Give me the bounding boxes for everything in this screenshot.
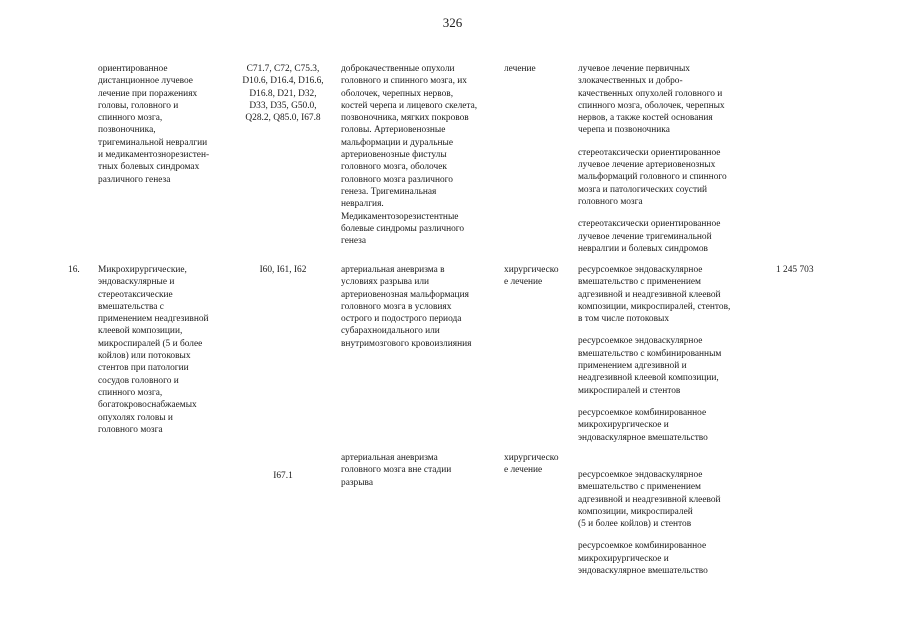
method-line: мальформаций головного и спинного <box>578 172 727 183</box>
row1-name-line: различного генеза <box>98 174 171 185</box>
row2-treatment-cell <box>504 264 574 289</box>
method-line: ресурсоемкое эндоваскулярное <box>578 265 703 275</box>
row1-model-line: костей черепа и лицевого скелета, <box>341 100 478 111</box>
method-line: микрохирургическое и <box>578 553 669 564</box>
row2-model-line: субарахноидального или <box>341 326 440 337</box>
row1-name-cell <box>98 63 238 186</box>
method-line: лучевое лечение артериовенозных <box>578 160 716 171</box>
row2-name-line: вмешательства с <box>98 301 164 312</box>
row2-name-line: клеевой композиции, <box>98 326 183 337</box>
cost-value: 1 245 703 <box>776 265 814 275</box>
method-line: черепа и позвоночника <box>578 125 670 136</box>
method-line: вмешательство с комбинированным <box>578 348 722 359</box>
method-line: ресурсоемкое эндоваскулярное <box>578 336 703 347</box>
row2-model-line: артериальная аневризма в <box>341 265 445 275</box>
method-line: эндоваскулярное вмешательство <box>578 432 708 443</box>
method-paragraph <box>578 469 758 530</box>
row1-model-line: болевые синдромы различного <box>341 223 465 234</box>
method-line: стереотаксически ориентированное <box>578 219 721 230</box>
method-paragraph <box>578 407 758 444</box>
row2-model-line: острого и подострого периода <box>341 314 462 325</box>
row1-model-line: доброкачественные опухоли <box>341 64 455 74</box>
row2-name-line: эндоваскулярные и <box>98 277 175 288</box>
row1-model-line: оболочек, черепных нервов, <box>341 88 454 99</box>
method-line: качественных опухолей головного и <box>578 88 723 99</box>
row1-name-line: тных болевых синдромах <box>98 162 200 173</box>
method-line: ресурсоемкое комбинированное <box>578 541 707 552</box>
method-line: спинного мозга, оболочек, черепных <box>578 100 725 111</box>
row2-name-line: применением неадгезивной <box>98 314 209 325</box>
method-line: микроспиралей и стентов <box>578 385 681 396</box>
row1-name-line: позвоночника, <box>98 125 156 136</box>
method-line: нервов, а также костей основания <box>578 113 713 124</box>
method-line: неадгезивной клеевой композиции, <box>578 373 719 384</box>
method-line: ресурсоемкое комбинированное <box>578 407 707 418</box>
row3-model-line: головного мозга вне стадии <box>341 465 452 476</box>
method-line: мозга и патологических соустий <box>578 184 708 195</box>
row2-name-line: опухолях головы и <box>98 412 173 423</box>
method-line: лучевое лечение тригеминальной <box>578 231 712 242</box>
row2-name-line: головного мозга <box>98 424 163 435</box>
row1-model-line: головного мозга различного <box>341 174 453 185</box>
row1-model-line: генеза <box>341 236 367 247</box>
row2-model-line: артериовенозная мальформация <box>341 289 469 300</box>
method-line: злокачественных и добро- <box>578 76 683 87</box>
row1-codes-line: C71.7, C72, C75.3, <box>246 64 320 74</box>
method-line: эндоваскулярное вмешательство <box>578 566 708 577</box>
row1-methods-cell <box>578 63 758 255</box>
method-line: вмешательство с применением <box>578 482 701 493</box>
method-line: адгезивной и неадгезивной клеевой <box>578 289 721 300</box>
row2-name-cell <box>98 264 238 436</box>
row2-codes-line: I60, I61, I62 <box>259 265 307 275</box>
row2-name-line: стентов при патологии <box>98 363 189 374</box>
row1-model-cell <box>341 63 501 247</box>
method-line: вмешательство с применением <box>578 277 701 288</box>
page-number: 326 <box>442 15 463 30</box>
row3-model-cell <box>341 452 501 489</box>
row3-methods-cell <box>578 469 758 577</box>
method-paragraph <box>578 540 758 577</box>
row2-model-line: внутримозгового кровоизлияния <box>341 338 472 349</box>
row2-model-cell <box>341 264 501 350</box>
row2-treatment-line: хирургическо <box>504 265 559 275</box>
method-line: (5 и более койлов) и стентов <box>578 519 692 530</box>
method-paragraph <box>578 63 758 137</box>
row2-number-cell <box>68 264 96 276</box>
row1-name-line: дистанционное лучевое <box>98 76 193 87</box>
row3-model-line: разрыва <box>341 477 374 488</box>
row1-name-line: лечение при поражениях <box>98 88 198 99</box>
method-line: в том числе потоковых <box>578 314 670 325</box>
row2-name-line: спинного мозга, <box>98 387 163 398</box>
row-number: 16. <box>68 265 80 275</box>
row1-model-line: генеза. Тригеминальная <box>341 186 437 197</box>
row1-model-line: головы. Артериовенозные <box>341 125 446 136</box>
row3-treatment-line: хирургическо <box>504 453 559 463</box>
row1-codes-line: Q28.2, Q85.0, I67.8 <box>245 113 321 124</box>
method-paragraph <box>578 218 758 255</box>
method-line: микрохирургическое и <box>578 420 669 431</box>
row2-methods-cell <box>578 264 758 444</box>
method-line: композиции, микроспиралей <box>578 506 693 517</box>
row2-name-line: стереотаксические <box>98 289 173 300</box>
row1-name-line: головы, головного и <box>98 100 179 111</box>
row1-model-line: головного мозга, оболочек <box>341 162 447 173</box>
row2-name-line: койлов) или потоковых <box>98 351 191 362</box>
method-line: головного мозга <box>578 196 643 207</box>
row3-codes-line: I67.1 <box>273 471 293 481</box>
row1-codes-line: D16.8, D21, D32, <box>249 88 317 99</box>
row1-model-line: позвоночника, мягких покровов <box>341 113 469 124</box>
row1-model-line: артериовенозные фистулы <box>341 150 447 161</box>
method-line: невралгии и болевых синдромов <box>578 243 708 254</box>
row2-cost-cell <box>776 264 856 276</box>
row1-model-line: мальформации и дуральные <box>341 137 453 148</box>
method-paragraph <box>578 147 758 208</box>
row1-treatment-line: лечение <box>504 64 536 74</box>
row1-model-line: Медикаментозорезистентные <box>341 211 459 222</box>
row3-model-line: артериальная аневризма <box>341 453 438 463</box>
row2-name-line: богатокровоснабжаемых <box>98 400 197 411</box>
row1-codes-cell <box>227 63 339 124</box>
method-line: применением адгезивной и <box>578 361 687 372</box>
row2-treatment-line: е лечение <box>504 277 543 288</box>
row3-codes-cell <box>227 470 339 482</box>
row1-codes-line: D10.6, D16.4, D16.6, <box>242 76 324 87</box>
row3-treatment-cell <box>504 452 574 477</box>
row1-treatment-cell <box>504 63 574 75</box>
row1-model-line: невралгия. <box>341 199 384 210</box>
row1-codes-line: D33, D35, G50.0, <box>249 100 317 111</box>
row1-name-line: ориентированное <box>98 64 168 74</box>
method-line: адгезивной и неадгезивной клеевой <box>578 494 721 505</box>
row2-name-line: микроспиралей (5 и более <box>98 338 203 349</box>
row1-name-line: спинного мозга, <box>98 113 163 124</box>
row2-name-line: Микрохирургические, <box>98 265 187 275</box>
method-line: композиции, микроспиралей, стентов, <box>578 301 731 312</box>
row2-model-line: головного мозга в условиях <box>341 301 452 312</box>
row2-name-line: сосудов головного и <box>98 375 179 386</box>
row1-name-line: и медикаментознорезистен- <box>98 150 210 161</box>
row1-model-line: головного и спинного мозга, их <box>341 76 467 87</box>
row1-name-line: тригеминальной невралгии <box>98 137 208 148</box>
method-line: лучевое лечение первичных <box>578 64 690 74</box>
method-paragraph <box>578 264 758 325</box>
method-line: ресурсоемкое эндоваскулярное <box>578 470 703 480</box>
row2-model-line: условиях разрыва или <box>341 277 430 288</box>
method-line: стереотаксически ориентированное <box>578 147 721 158</box>
method-paragraph <box>578 335 758 396</box>
row2-codes-cell <box>227 264 339 276</box>
row3-treatment-line: е лечение <box>504 465 543 476</box>
